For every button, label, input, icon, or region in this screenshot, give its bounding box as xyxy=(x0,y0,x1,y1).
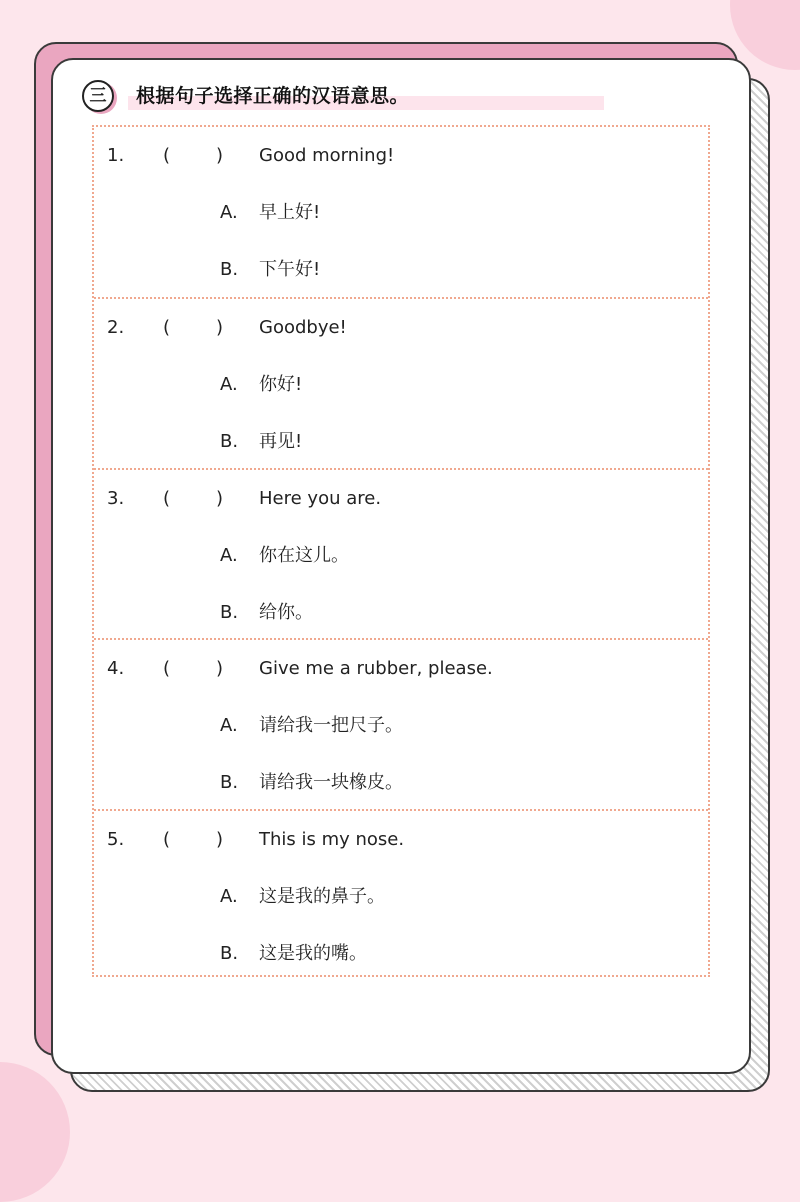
option-b[interactable] xyxy=(94,941,708,967)
answer-blank-close: ) xyxy=(216,145,224,166)
question-number: 1. xyxy=(107,145,125,166)
question-number: 2. xyxy=(107,317,125,339)
question-5 xyxy=(94,809,708,979)
question-prompt: Give me a rubber, please. xyxy=(259,658,493,680)
question-prompt: Goodbye! xyxy=(259,317,347,339)
option-text: 这是我的嘴。 xyxy=(259,942,367,964)
option-letter: B. xyxy=(220,772,239,794)
answer-blank-open[interactable]: ( xyxy=(163,317,171,339)
option-a[interactable] xyxy=(94,713,708,739)
option-letter: A. xyxy=(220,202,238,223)
option-text: 早上好! xyxy=(259,202,321,223)
option-b[interactable] xyxy=(94,770,708,796)
option-a[interactable] xyxy=(94,884,708,910)
question-number: 3. xyxy=(107,487,125,509)
question-row xyxy=(94,827,708,853)
answer-blank-open[interactable]: ( xyxy=(163,145,171,166)
option-letter: B. xyxy=(220,601,239,623)
answer-blank-close: ) xyxy=(216,317,224,339)
question-3 xyxy=(94,468,708,638)
option-text: 这是我的鼻子。 xyxy=(259,885,385,907)
option-text: 你在这儿。 xyxy=(259,544,349,566)
option-letter: B. xyxy=(220,431,239,453)
question-2 xyxy=(94,297,708,467)
question-4 xyxy=(94,638,708,808)
question-number: 5. xyxy=(107,828,125,850)
option-letter: A. xyxy=(220,544,238,566)
answer-blank-open[interactable]: ( xyxy=(163,487,171,509)
answer-blank-close: ) xyxy=(216,658,224,680)
question-row xyxy=(94,486,708,512)
question-1 xyxy=(94,127,708,297)
option-text: 下午好! xyxy=(259,259,321,280)
question-prompt: Good morning! xyxy=(259,145,395,166)
option-b[interactable] xyxy=(94,429,708,455)
question-row xyxy=(94,143,708,169)
option-letter: A. xyxy=(220,715,238,737)
option-text: 请给我一块橡皮。 xyxy=(259,772,403,794)
corner-blob-bottom xyxy=(0,1062,70,1202)
section-number-badge: 三 xyxy=(82,80,114,112)
option-letter: B. xyxy=(220,259,239,280)
option-b[interactable] xyxy=(94,257,708,283)
answer-blank-close: ) xyxy=(216,828,224,850)
answer-blank-open[interactable]: ( xyxy=(163,658,171,680)
option-letter: A. xyxy=(220,885,238,907)
option-a[interactable] xyxy=(94,372,708,398)
corner-blob-top xyxy=(730,0,800,70)
question-prompt: Here you are. xyxy=(259,487,382,509)
option-letter: A. xyxy=(220,374,238,396)
option-a[interactable] xyxy=(94,543,708,569)
option-a[interactable] xyxy=(94,200,708,226)
option-text: 再见! xyxy=(259,431,303,453)
answer-blank-open[interactable]: ( xyxy=(163,828,171,850)
question-prompt: This is my nose. xyxy=(259,828,405,850)
section-title: 根据句子选择正确的汉语意思。 xyxy=(136,85,410,107)
answer-blank-close: ) xyxy=(216,487,224,509)
question-row xyxy=(94,315,708,341)
question-row xyxy=(94,656,708,682)
section-header xyxy=(82,78,622,114)
option-letter: B. xyxy=(220,942,239,964)
question-list xyxy=(92,125,710,977)
option-text: 你好! xyxy=(259,374,303,396)
option-b[interactable] xyxy=(94,600,708,626)
option-text: 请给我一把尺子。 xyxy=(259,715,403,737)
question-number: 4. xyxy=(107,658,125,680)
option-text: 给你。 xyxy=(259,601,313,623)
